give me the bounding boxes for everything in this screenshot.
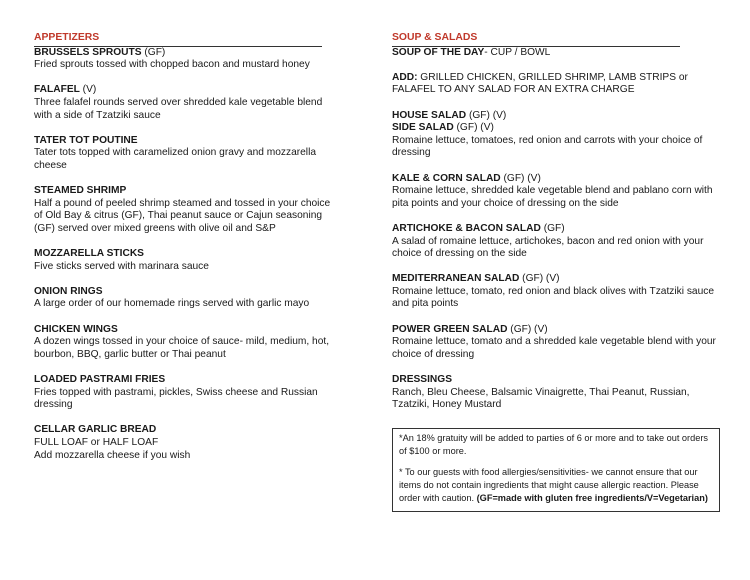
item-tag: (GF) (V) bbox=[507, 323, 548, 335]
item-name: LOADED PASTRAMI FRIES bbox=[34, 374, 166, 386]
menu-item bbox=[34, 135, 334, 173]
item-name: KALE & CORN SALAD bbox=[392, 172, 501, 184]
item-description: Romaine lettuce, shredded kale vegetable blend and pablano corn with pita points and your choice of dressing on the side bbox=[392, 185, 713, 209]
item-description: Fries topped with pastrami, pickles, Swiss cheese and Russian dressing bbox=[34, 386, 318, 411]
item-name: CELLAR GARLIC BREAD bbox=[34, 424, 157, 436]
menu-item bbox=[34, 84, 334, 122]
item-name-side: SIDE SALAD bbox=[392, 122, 454, 134]
menu-item bbox=[34, 185, 334, 235]
item-tag: (GF) (V) bbox=[500, 172, 541, 184]
item-name: FALAFEL bbox=[34, 84, 80, 96]
item-name: ADD: bbox=[392, 71, 418, 83]
notes-box bbox=[392, 428, 720, 512]
item-tag: - CUP / BOWL bbox=[484, 46, 551, 58]
item-name: ONION RINGS bbox=[34, 285, 103, 297]
item-tag: (GF) (V) bbox=[466, 109, 507, 121]
menu-item-dressings bbox=[392, 374, 728, 412]
item-name: POWER GREEN SALAD bbox=[392, 323, 508, 335]
item-name: STEAMED SHRIMP bbox=[34, 185, 127, 197]
menu-item bbox=[34, 374, 334, 412]
item-tag: (GF) bbox=[540, 222, 565, 234]
item-description: Romaine lettuce, tomato, red onion and black olives with Tzatziki sauce and pita points bbox=[392, 285, 715, 310]
soups-salads-section bbox=[392, 32, 728, 424]
menu-item bbox=[34, 47, 334, 72]
item-description: GRILLED CHICKEN, GRILLED SHRIMP, LAMB STRIPS or FALAFEL TO ANY SALAD FOR AN EXTRA CHARGE bbox=[392, 71, 688, 96]
item-name: CHICKEN WINGS bbox=[34, 323, 118, 335]
item-name: MOZZARELLA STICKS bbox=[34, 248, 144, 260]
item-description: Five sticks served with marinara sauce bbox=[34, 260, 209, 272]
item-tag: (GF) (V) bbox=[519, 273, 560, 285]
item-name: MEDITERRANEAN SALAD bbox=[392, 273, 520, 285]
menu-item bbox=[392, 273, 728, 311]
menu-item bbox=[392, 223, 728, 261]
appetizers-section bbox=[34, 32, 334, 475]
menu-item bbox=[392, 173, 728, 211]
item-name: BRUSSELS SPROUTS bbox=[34, 46, 142, 58]
item-description: Romaine lettuce, tomato and a shredded kale vegetable blend with your choice of dressing bbox=[392, 336, 716, 360]
item-description: Half a pound of peeled shrimp steamed and tossed in your choice of Old Bay & citrus (GF), Thai peanut sauce or Cajun seasoning (GF) served over mixed greens with olive oil and S&P bbox=[34, 197, 331, 234]
item-name: HOUSE SALAD bbox=[392, 109, 467, 121]
menu-item-house-salad bbox=[392, 110, 728, 160]
item-name: TATER TOT POUTINE bbox=[34, 134, 138, 146]
gratuity-note: *An 18% gratuity will be added to parties of 6 or more and to take out orders of $100 or more. bbox=[399, 433, 708, 457]
soups-salads-heading: SOUP & SALADS bbox=[392, 32, 680, 47]
item-tag: (GF) bbox=[141, 46, 166, 58]
item-description-extra: Add mozzarella cheese if you wish bbox=[34, 449, 191, 461]
item-description: Ranch, Bleu Cheese, Balsamic Vinaigrette, Thai Peanut, Russian, Tzatziki, Honey Mustard bbox=[392, 386, 690, 411]
item-name: SOUP OF THE DAY bbox=[392, 46, 485, 58]
add-ons-note bbox=[392, 72, 728, 97]
item-description: A large order of our homemade rings served with garlic mayo bbox=[34, 298, 310, 310]
item-description: A dozen wings tossed in your choice of sauce- mild, medium, hot, bourbon, BBQ, garlic butter or Thai peanut bbox=[34, 336, 330, 360]
allergy-text: * To our guests with food allergies/sensitivities- we cannot ensure that our items do not contain ingredients that might cause allergic reaction. Please order with caution. bbox=[399, 466, 699, 504]
item-description: Tater tots topped with caramelized onion gravy and mozzarella cheese bbox=[34, 147, 317, 171]
item-description: A salad of romaine lettuce, artichokes, bacon and red onion with your choice of dressing on the side bbox=[392, 235, 704, 260]
item-tag: (V) bbox=[79, 84, 97, 96]
menu-item bbox=[34, 286, 334, 311]
menu-item-soup bbox=[392, 47, 728, 60]
item-description: Fried sprouts tossed with chopped bacon and mustard honey bbox=[34, 59, 310, 71]
menu-item bbox=[34, 324, 334, 362]
item-tag-side: (GF) (V) bbox=[453, 122, 494, 134]
item-description: Romaine lettuce, tomatoes, red onion and carrots with your choice of dressing bbox=[392, 134, 703, 159]
appetizers-heading: APPETIZERS bbox=[34, 32, 322, 47]
menu-item bbox=[34, 424, 334, 462]
item-name: DRESSINGS bbox=[392, 374, 453, 386]
menu-item bbox=[392, 324, 728, 362]
menu-item bbox=[34, 248, 334, 273]
item-name: ARTICHOKE & BACON SALAD bbox=[392, 222, 541, 234]
item-description: Three falafel rounds served over shredded kale vegetable blend with a side of Tzatziki sauce bbox=[34, 96, 323, 121]
legend-text: (GF=made with gluten free ingredients/V=Vegetarian) bbox=[476, 493, 708, 504]
allergy-note bbox=[399, 466, 713, 506]
item-description: FULL LOAF or HALF LOAF bbox=[34, 437, 159, 448]
